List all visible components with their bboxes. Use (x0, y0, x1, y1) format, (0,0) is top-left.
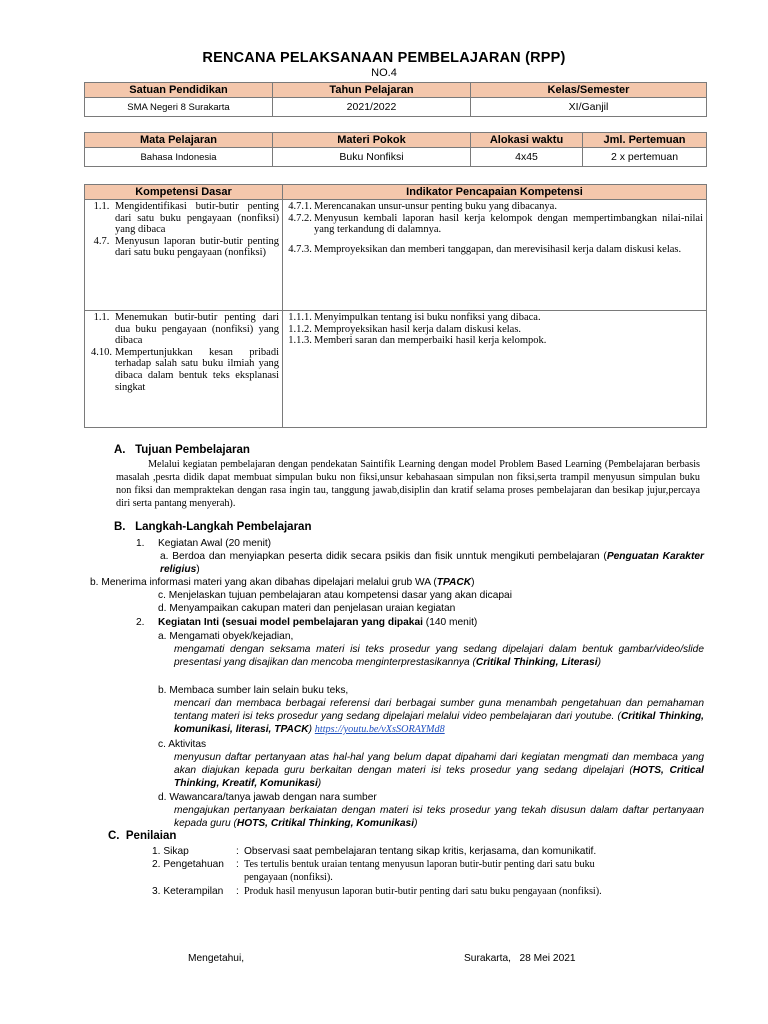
inti-d-text: mengajukan pertanyaan berkaiatan dengan materi isi teks prosedur yang tekah disusun dalam daftar pertanyaan kepada guru (HOTS, Critikal Thinking, Komunikasi) (174, 805, 704, 829)
footer-place-date: Surakarta, 28 Mei 2021 (464, 953, 576, 964)
inti-a-text: mengamati dengan seksama materi isi teks prosedur yang sedang dipelajari dalam bentuk gambar/video/slide presentasi yang disajikan dan mencoba menginterprestasikannya (Critikal Thinking, Literasi) (174, 644, 704, 668)
kd-cell (85, 311, 283, 428)
header-satuan-pendidikan: Satuan Pendidikan (85, 83, 273, 98)
list-item: 4.10. Mempertunjukkan kesan pribadi terhadap salah satu buku ilmiah yang dibaca dalam bentuk teks eksplanasi singkat (91, 346, 279, 393)
list-item: 1.1. Mengidentifikasi butir-butir penting dari satu buku pengayaan (nonfiksi) yang dibaca (93, 201, 279, 236)
header-jml-pertemuan: Jml. Pertemuan (583, 133, 707, 148)
page-title: RENCANA PELAKSANAAN PEMBELAJARAN (RPP) (202, 50, 566, 66)
school-info-table (84, 82, 707, 117)
list-item: 4.7.3. Memproyeksikan dan memberi tanggapan, dan merevisihasil kerja dalam diskusi kelas. (288, 243, 682, 255)
penilaian-pengetahuan-colon: : (236, 859, 239, 870)
penilaian-keterampilan-colon: : (236, 886, 239, 897)
awal-item-d: d. Menyampaikan cakupan materi dan penjelasan uraian kegiatan (158, 603, 456, 614)
value-materi-pokok: Buku Nonfiksi (273, 148, 471, 167)
inti-b-text: mencari dan membaca berbagai referensi dari berbagai sumber guna menambah pengetahuan dan pemahaman tentang materi isi teks prosedur yang sedang dipelajari melalui video pembelajaran dari youtube. (Critikal Thinking, komunikasi, literasi, TPACK) https://youtu.be/vXsSORAYMd8 (174, 698, 704, 735)
value-tahun-pelajaran: 2021/2022 (273, 98, 471, 117)
list-item: 1.1.1. Menyimpulkan tentang isi buku nonfiksi yang dibaca. (288, 312, 541, 323)
header-materi-pokok: Materi Pokok (273, 133, 471, 148)
inti-number: 2. (136, 617, 145, 628)
competency-table (84, 184, 707, 428)
header-tahun-pelajaran: Tahun Pelajaran (273, 83, 471, 98)
list-item: 1.1. Menemukan butir-butir penting dari dua buku pengayaan (nonfiksi) yang dibaca (93, 312, 279, 347)
section-c-heading: C. Penilaian (108, 830, 177, 842)
section-a-text: Melalui kegiatan pembelajaran dengan pendekatan Saintifik Learning dengan model Problem Based Learning (Pembelajaran berbasis masalah ,pesrta didik dapat membuat simpulan buku non fiksi,unsur kebahasaan simpulan non fiksi,serta trampil menyusun simpulan buku non fiksi dan mempraktekan dengan rasa ingin tau, tanggung jawab,disiplin dan kratif selama proses pembelajaran dan besikap jujur,percaya diri serta pantang menyerah). (116, 459, 700, 509)
awal-item-b: b. Menerima informasi materi yang akan dibahas dipelajari melalui grub WA (TPACK) (90, 577, 475, 588)
table-row (85, 311, 707, 428)
value-jml-pertemuan: 2 x pertemuan (583, 148, 707, 167)
section-b-heading: B. Langkah-Langkah Pembelajaran (114, 521, 312, 533)
awal-number: 1. (136, 538, 145, 549)
penilaian-pengetahuan-text-2: pengayaan (nonfiksi). (244, 872, 333, 883)
penilaian-sikap-colon: : (236, 846, 239, 857)
value-kelas-semester: XI/Ganjil (471, 98, 707, 117)
subject-info-table (84, 132, 707, 167)
awal-item-a: a. Berdoa dan menyiapkan peserta didik secara psikis dan fisik unntuk mengikuti pembelajaran (Penguatan Karakter religius) (160, 551, 704, 575)
ipk-cell (283, 311, 707, 428)
footer-mengetahui: Mengetahui, (188, 953, 245, 964)
youtube-link[interactable]: https://youtu.be/vXsSORAYMd8 (314, 724, 445, 735)
list-item: 4.7. Menyusun laporan butir-butir penting dari satu buku pengayaan (nonfiksi) (93, 235, 279, 259)
ipk-cell (283, 200, 707, 311)
header-alokasi-waktu: Alokasi waktu (471, 133, 583, 148)
value-mata-pelajaran: Bahasa Indonesia (85, 148, 273, 167)
penilaian-sikap-label: 1. Sikap (152, 846, 189, 857)
list-item: 4.7.2. Menyusun kembali laporan hasil kerja kelompok dengan mempertimbangkan nilai-nilai yang terkandung di dalamnya. (288, 212, 703, 236)
document-number: NO.4 (371, 67, 397, 79)
penilaian-keterampilan-text: Produk hasil menyusun laporan butir-butir penting dari satu buku pengayaan (nonfiksi). (244, 886, 602, 897)
inti-c-text: menyusun daftar pertanyaan atas hal-hal yang belum dapat dipahami dari kegiatan mengmati dan membaca yang akan diajukan kepada guru berkaitan dengan materi isi teks prosedur yang sedang dipelajari (HOTS, Critical Thinking, Kreatif, Komunikasi) (174, 752, 704, 789)
value-alokasi-waktu: 4x45 (471, 148, 583, 167)
header-mata-pelajaran: Mata Pelajaran (85, 133, 273, 148)
list-item: 1.1.3. Memberi saran dan memperbaiki hasil kerja kelompok. (288, 335, 547, 347)
header-kompetensi-dasar: Kompetensi Dasar (85, 185, 283, 200)
inti-b-label: b. Membaca sumber lain selain buku teks, (158, 685, 349, 696)
list-item: 1.1.2. Memproyeksikan hasil kerja dalam diskusi kelas. (288, 323, 522, 335)
section-a-heading: A. Tujuan Pembelajaran (114, 444, 250, 456)
kegiatan-inti-title: Kegiatan Inti (sesuai model pembelajaran yang dipakai (140 menit) (158, 617, 478, 628)
header-kelas-semester: Kelas/Semester (471, 83, 707, 98)
penilaian-sikap-text: Observasi saat pembelajaran tentang sikap kritis, kerjasama, dan komunikatif. (244, 846, 597, 857)
kd-cell (85, 200, 283, 311)
header-indikator: Indikator Pencapaian Kompetensi (283, 185, 707, 200)
inti-d-label: d. Wawancara/tanya jawab dengan nara sumber (158, 792, 377, 803)
penilaian-pengetahuan-label: 2. Pengetahuan (152, 859, 224, 870)
awal-item-c: c. Menjelaskan tujuan pembelajaran atau kompetensi dasar yang akan dicapai (158, 590, 512, 601)
list-item: 4.7.1. Merencanakan unsur-unsur penting buku yang dibacanya. (288, 201, 557, 212)
penilaian-pengetahuan-text: Tes tertulis bentuk uraian tentang menyusun laporan butir-butir penting dari satu buku (244, 859, 595, 870)
inti-a-label: a. Mengamati obyek/kejadian, (158, 631, 294, 642)
table-row (85, 200, 707, 311)
kegiatan-awal-title: Kegiatan Awal (20 menit) (158, 538, 272, 549)
inti-c-label: c. Aktivitas (158, 739, 207, 750)
value-satuan-pendidikan: SMA Negeri 8 Surakarta (85, 98, 273, 117)
penilaian-keterampilan-label: 3. Keterampilan (152, 886, 224, 897)
